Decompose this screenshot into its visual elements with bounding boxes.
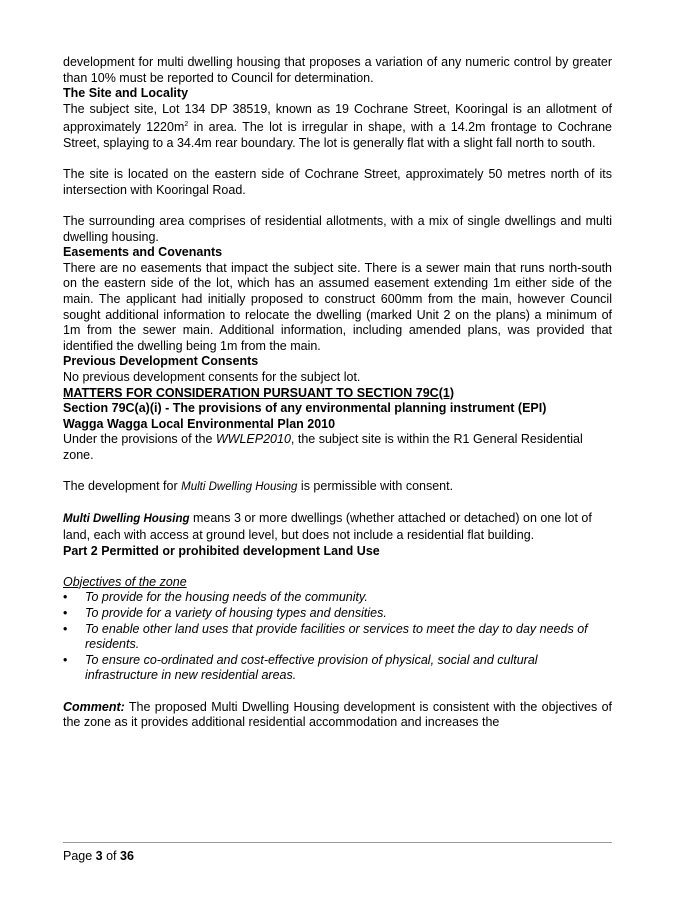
footer-current-page: 3	[95, 849, 103, 863]
comment-paragraph	[63, 700, 612, 731]
document-page	[63, 55, 612, 731]
footer-total-pages: 36	[120, 849, 134, 863]
site-paragraph-3: The surrounding area comprises of residential allotments, with a mix of single dwellings and multi dwelling housing.	[63, 214, 612, 244]
intro-paragraph: development for multi dwelling housing that proposes a variation of any numeric control by greater than 10% must be reported to Council for determination.	[63, 55, 612, 85]
bullet: •	[63, 621, 68, 636]
list-item	[63, 653, 612, 684]
definition-term: Multi Dwelling Housing	[63, 513, 190, 526]
section-79c-heading: Section 79C(a)(i) - The provisions of any environmental planning instrument (EPI)	[63, 401, 547, 416]
footer-page-word: Page	[63, 849, 96, 863]
part2-heading: Part 2 Permitted or prohibited development Land Use	[63, 543, 380, 558]
site-paragraph-2: The site is located on the eastern side of Cochrane Street, approximately 50 metres north of its intersection with Kooringal Road.	[63, 167, 612, 197]
comment-text: The proposed Multi Dwelling Housing development is consistent with the objectives of the zone as it provides additional residential accommodation and increases the	[63, 699, 612, 730]
objective-text: To enable other land uses that provide facilities or services to meet the day to day needs of residents.	[85, 621, 588, 652]
page-footer	[63, 842, 612, 863]
objectives-list	[63, 590, 612, 684]
superscript-2: 2	[184, 121, 189, 129]
lep-text-a: Under the provisions of the	[63, 432, 216, 447]
lep-heading: Wagga Wagga Local Environmental Plan 2010	[63, 416, 336, 431]
comment-label: Comment:	[63, 699, 125, 714]
easements-heading: Easements and Covenants	[63, 245, 223, 260]
previous-consents-paragraph: No previous development consents for the subject lot.	[63, 370, 361, 385]
permissible-text-b: is permissible with consent.	[297, 479, 454, 494]
site-p1-text-a: The subject site, Lot 134 DP 38519, known as 19 Cochrane Street, Kooringal is an allotment of approximately 1220m	[63, 101, 612, 135]
previous-consents-heading: Previous Development Consents	[63, 354, 259, 369]
easements-paragraph: There are no easements that impact the subject site. There is a sewer main that runs north-south on the eastern side of the lot, which has an assumed easement extending 1m either side of the main. The applicant had initially proposed to construct 600mm from the main, however Council sought additional information to relocate the dwelling (marked Unit 2 on the plans) a minimum of 1m from the sewer main. Additional information, including amended plans, was provided that identified the dwelling being 1m from the main.	[63, 260, 612, 353]
site-heading: The Site and Locality	[63, 86, 189, 101]
objectives-heading: Objectives of the zone	[63, 574, 187, 589]
list-item	[63, 590, 612, 606]
bullet: •	[63, 590, 68, 605]
site-p1-text-b: in area. The lot is irregular in shape, with a 14.2m frontage to Cochrane Street, splaying to a 34.4m rear boundary. The lot is generally flat with a slight fall north to south.	[63, 120, 612, 151]
lep-italic: WWLEP2010	[215, 432, 291, 447]
footer-of-word: of	[102, 849, 120, 863]
permissible-paragraph	[63, 479, 612, 496]
objective-text: To provide for a variety of housing types and densities.	[85, 605, 387, 620]
list-item	[63, 606, 612, 622]
lep-paragraph	[63, 432, 612, 463]
objective-text: To provide for the housing needs of the community.	[85, 590, 368, 605]
list-item	[63, 622, 612, 653]
definition-text: means 3 or more dwellings (whether attached or detached) on one lot of land, each with access at ground level, but does not include a residential flat building.	[63, 511, 592, 542]
lep-text-b: , the subject site is within the R1 General Residential zone.	[63, 432, 583, 462]
matters-heading: MATTERS FOR CONSIDERATION PURSUANT TO SECTION 79C(1)	[63, 385, 454, 400]
permissible-text-a: The development for	[63, 479, 182, 494]
objective-text: To ensure co-ordinated and cost-effective provision of physical, social and cultural infrastructure in new residential areas.	[85, 652, 538, 683]
permissible-italic: Multi Dwelling Housing	[181, 481, 298, 494]
bullet: •	[63, 605, 68, 620]
definition-paragraph	[63, 511, 612, 543]
site-paragraph-1	[63, 102, 612, 152]
bullet: •	[63, 652, 68, 667]
